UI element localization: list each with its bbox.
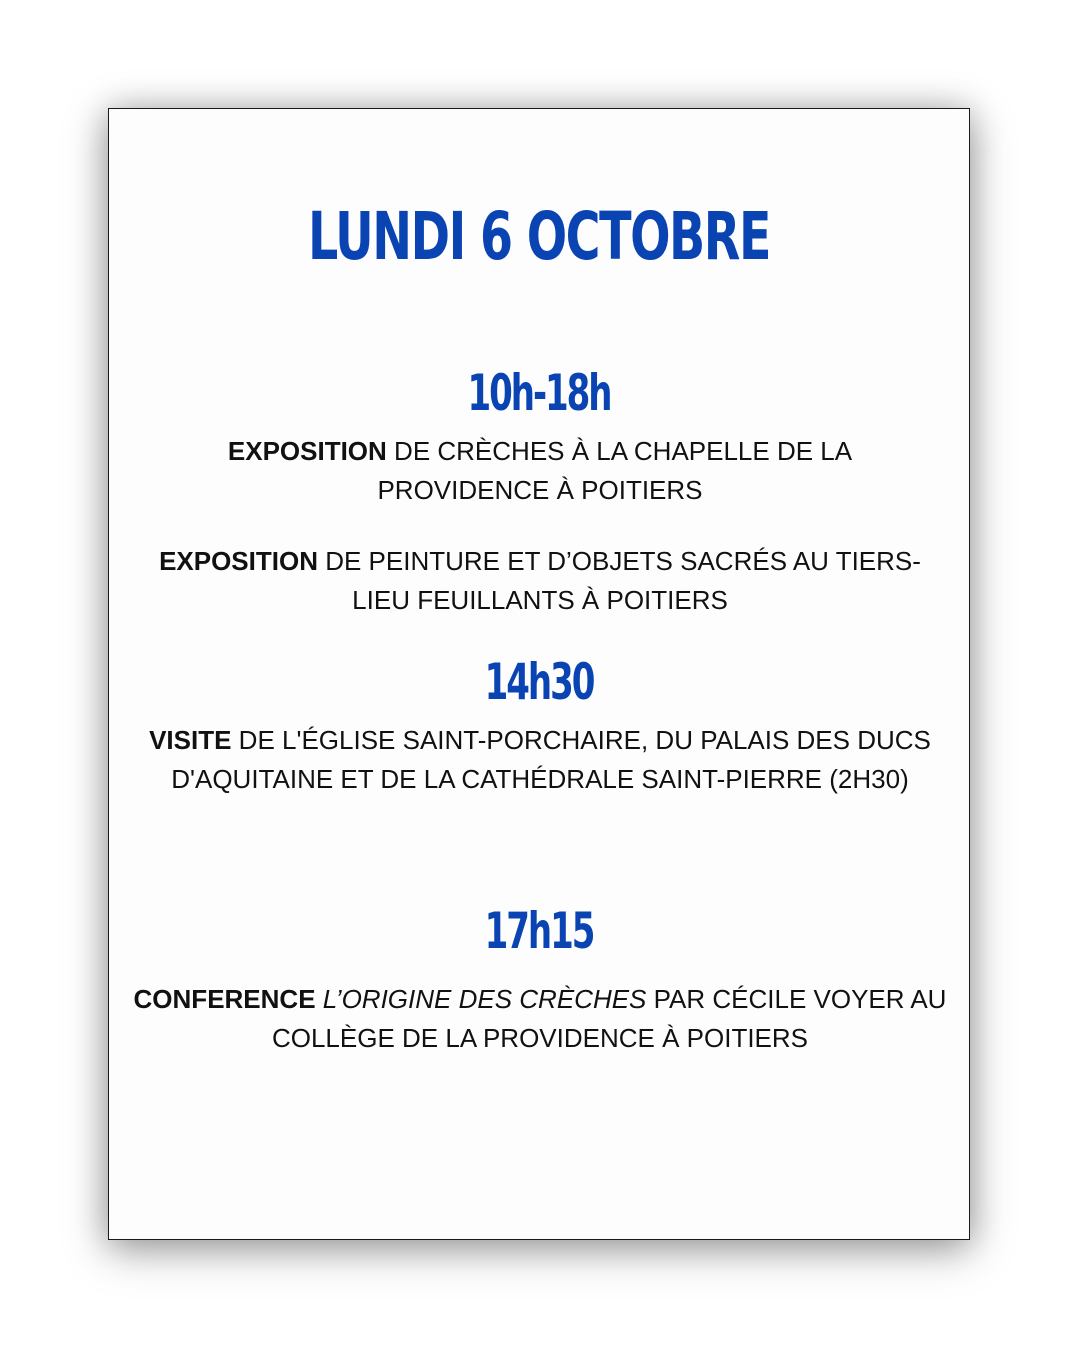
event-type: EXPOSITION: [227, 436, 387, 466]
event-item: [129, 980, 951, 1058]
time-heading-morning: 10h-18h: [467, 364, 611, 422]
event-type: CONFERENCE: [133, 984, 316, 1014]
event-title: L’ORIGINE DES CRÈCHES: [315, 984, 647, 1014]
event-item: [149, 432, 931, 510]
event-description: PAR CÉCILE VOYER AU COLLÈGE DE LA PROVIDENCE À POITIERS: [271, 984, 947, 1053]
event-description: DE PEINTURE ET D’OBJETS SACRÉS AU TIERS-LIEU FEUILLANTS À POITIERS: [317, 546, 921, 615]
page-title: LUNDI 6 OCTOBRE: [308, 198, 770, 275]
event-type: EXPOSITION: [159, 546, 318, 576]
time-heading-afternoon: 14h30: [484, 653, 594, 711]
event-item: [149, 542, 931, 620]
time-heading-evening: 17h15: [484, 902, 594, 960]
program-card: [108, 108, 970, 1240]
event-description: DE CRÈCHES À LA CHAPELLE DE LA PROVIDENCE À POITIERS: [377, 436, 853, 505]
event-description: DE L'ÉGLISE SAINT-PORCHAIRE, DU PALAIS DES DUCS D'AQUITAINE ET DE LA CATHÉDRALE SAINT-PIERRE (2H30): [171, 725, 931, 794]
event-item: [149, 721, 931, 799]
event-type: VISITE: [149, 725, 232, 755]
